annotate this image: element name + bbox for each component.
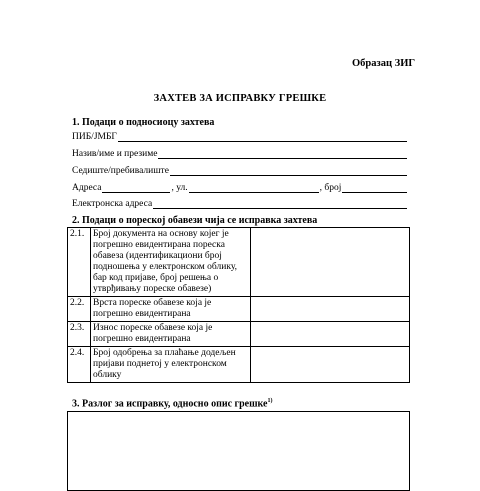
section-1-heading: 1. Подаци о подносиоцу захтева [72, 117, 215, 128]
section-3-heading-text: 3. Разлог за исправку, односно опис грешке [72, 398, 268, 410]
street-label: , ул. [171, 183, 188, 193]
row-value-cell[interactable] [251, 297, 410, 322]
table-row [68, 228, 410, 297]
row-description: Врста пореске обавезе која је погрешно евидентирана [91, 297, 251, 322]
section-2-heading: 2. Подаци о пореској обавези чија се исправка захтева [72, 215, 318, 226]
tax-obligation-table [67, 227, 410, 383]
street-line [189, 182, 319, 193]
table-row [68, 297, 410, 322]
document-title: ЗАХТЕВ ЗА ИСПРАВКУ ГРЕШКЕ [153, 93, 327, 104]
email-field[interactable] [72, 197, 407, 209]
table-row [68, 322, 410, 347]
section-3-heading [72, 398, 272, 409]
address-field[interactable] [72, 181, 407, 193]
reason-text-box[interactable] [67, 411, 410, 491]
name-line [158, 148, 407, 159]
name-field[interactable] [72, 147, 407, 159]
row-number: 2.4. [68, 347, 91, 383]
address-line [102, 182, 170, 193]
row-value-cell[interactable] [251, 228, 410, 297]
pib-field[interactable] [72, 130, 407, 142]
row-number: 2.2. [68, 297, 91, 322]
number-line [342, 182, 407, 193]
email-label: Електронска адреса [72, 199, 153, 209]
row-description: Број документа на основу којег је погрешно евидентирана пореска обавеза (идентификациони број подношења у електронском облику, бар код пријаве, број решења о утврђивању пореске обавезе) [91, 228, 251, 297]
form-code: Образац ЗИГ [352, 58, 416, 69]
row-number: 2.1. [68, 228, 91, 297]
table-row [68, 347, 410, 383]
row-value-cell[interactable] [251, 322, 410, 347]
seat-field[interactable] [72, 164, 407, 176]
row-value-cell[interactable] [251, 347, 410, 383]
seat-line [170, 165, 407, 176]
row-description: Износ пореске обавезе која је погрешно евидентирана [91, 322, 251, 347]
email-line [153, 198, 407, 209]
row-description: Број одобрења за плаћање додељен пријави поднетој у електронском облику [91, 347, 251, 383]
number-label: , број [319, 183, 342, 193]
row-number: 2.3. [68, 322, 91, 347]
footnote-mark: 1) [267, 398, 273, 404]
seat-label: Седиште/пребивалиште [72, 166, 169, 176]
pib-label: ПИБ/ЈМБГ [72, 132, 117, 142]
address-label: Адреса [72, 183, 102, 193]
name-label: Назив/име и презиме [72, 149, 158, 159]
pib-line [118, 131, 407, 142]
